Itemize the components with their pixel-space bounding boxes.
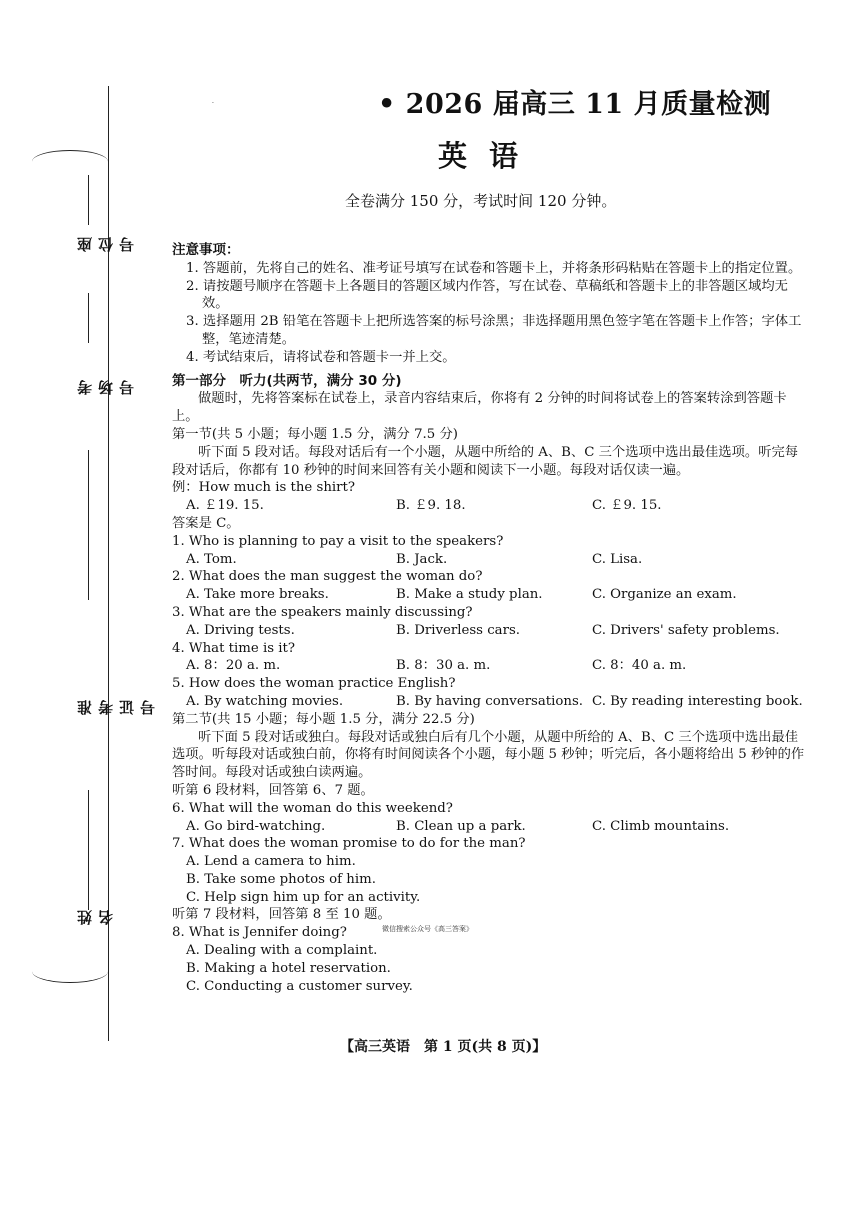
option-b: B. Jack. [396, 551, 448, 567]
notice-item: 4. 考试结束后，请将试卷和答题卡一并上交。 [186, 349, 456, 365]
section1-heading: 第一节(共 5 小题；每小题 1.5 分，满分 7.5 分) [172, 426, 458, 442]
binding-curve-bottom [32, 960, 108, 983]
question-7: 7. What does the woman promise to do for the man? [172, 836, 526, 852]
option-b: B. Take some photos of him. [186, 871, 376, 887]
option-a: A. 8：20 a. m. [186, 658, 281, 674]
watermark-text: 微信搜索公众号《高三答案》 [382, 925, 473, 933]
example-answer: 答案是 C。 [172, 515, 240, 531]
option-c: C. Drivers' safety problems. [592, 622, 780, 638]
ticket-label: 准考证号 [76, 700, 157, 715]
question-4: 4. What time is it? [172, 640, 295, 656]
option-b: B. Driverless cars. [396, 622, 521, 638]
option-b: B. Clean up a park. [396, 818, 526, 834]
option-c: C. Conducting a customer survey. [186, 978, 413, 994]
notice-item: 2. 请按题号顺序在答题卡上各题目的答题区域内作答，写在试卷、草稿纸和答题卡上的非答题区域均无效。 [186, 278, 788, 312]
option-c: C. Climb mountains. [592, 818, 730, 834]
option-c: C. Organize an exam. [592, 587, 737, 603]
option-b: B. By having conversations. [396, 693, 584, 709]
question-1: 1. Who is planning to pay a visit to the speakers? [172, 533, 504, 549]
option-a: A. By watching movies. [186, 693, 344, 709]
question-5: 5. How does the woman practice English? [172, 676, 456, 692]
exam-title: • 2026 届高三 11 月质量检测 [378, 89, 772, 120]
example-options [172, 497, 807, 515]
option-b: B. Make a study plan. [396, 587, 543, 603]
question-4-options [172, 657, 807, 675]
exam-content [172, 242, 807, 995]
question-6-options [172, 818, 807, 836]
notice-item: 3. 选择题用 2B 铅笔在答题卡上把所选答案的标号涂黑；非选择题用黑色签字笔在答题卡上作答；字体工整，笔迹清楚。 [186, 314, 802, 347]
page-footer: 【高三英语 第 1 页(共 8 页)】 [340, 1039, 547, 1055]
option-b: B. 8：30 a. m. [396, 658, 491, 674]
question-8: 8. What is Jennifer doing? [172, 925, 347, 941]
material-6-heading: 听第 6 段材料，回答第 6、7 题。 [172, 782, 374, 798]
question-6: 6. What will the woman do this weekend? [172, 800, 453, 816]
option-a: A. Lend a camera to him. [186, 854, 356, 870]
option-c: C. Help sign him up for an activity. [186, 889, 421, 905]
notice-item: 1. 答题前，先将自己的姓名、准考证号填写在试卷和答题卡上，并将条形码粘贴在答题卡上的指定位置。 [186, 260, 802, 276]
example-question: 例：How much is the shirt? [172, 480, 355, 496]
score-line: 全卷满分 150 分，考试时间 120 分钟。 [345, 192, 617, 210]
part1-intro: 做题时，先将答案标在试卷上，录音内容结束后，你将有 2 分钟的时间将试卷上的答案转涂到答题卡上。 [172, 391, 787, 425]
seat-label: 座位号 [76, 237, 136, 252]
section2-heading: 第二节(共 15 小题；每小题 1.5 分，满分 22.5 分) [172, 711, 475, 727]
option-a: A. Go bird-watching. [186, 818, 326, 834]
option-c: C. By reading interesting book. [592, 693, 803, 709]
question-3: 3. What are the speakers mainly discussing? [172, 604, 473, 620]
subject-title: 英语 [438, 139, 541, 173]
question-2-options [172, 586, 807, 604]
binding-line [108, 86, 109, 1041]
option-a: A. Driving tests. [186, 622, 295, 638]
option-a: A. Dealing with a complaint. [186, 943, 378, 959]
section2-intro: 听下面 5 段对话或独白。每段对话或独白后有几个小题，从题中所给的 A、B、C 三个选项中选出最佳选项。听每段对话或独白前，你将有时间阅读各个小题，每小题 5 秒钟；听完后，各小题将给出 5 秒钟的作答时间。每段对话或独白读两遍。 [172, 729, 805, 781]
question-1-options [172, 551, 807, 569]
name-label: 姓名 [76, 910, 115, 925]
question-3-options [172, 622, 807, 640]
option-c: C. ￡9. 15. [592, 498, 662, 514]
option-a: A. ￡19. 15. [186, 498, 264, 514]
option-b: B. Making a hotel reservation. [186, 960, 391, 976]
material-7-heading: 听第 7 段材料，回答第 8 至 10 题。 [172, 907, 391, 923]
section1-intro: 听下面 5 段对话。每段对话后有一个小题，从题中所给的 A、B、C 三个选项中选出最佳选项。听完每段对话后，你都有 10 秒钟的时间来回答有关小题和阅读下一小题。每段对话仅读一遍。 [172, 444, 799, 478]
question-2: 2. What does the man suggest the woman do? [172, 569, 483, 585]
notice-heading: 注意事项： [172, 242, 240, 258]
question-5-options [172, 693, 807, 711]
option-c: C. 8：40 a. m. [592, 658, 687, 674]
part1-heading: 第一部分 听力(共两节，满分 30 分) [172, 372, 402, 389]
scan-dot: · [212, 100, 214, 107]
binding-curve-top [32, 150, 108, 173]
room-label: 考场号 [76, 380, 136, 395]
option-b: B. ￡9. 18. [396, 498, 466, 514]
option-a: A. Tom. [186, 551, 237, 567]
option-c: C. Lisa. [592, 551, 643, 567]
option-a: A. Take more breaks. [186, 587, 329, 603]
